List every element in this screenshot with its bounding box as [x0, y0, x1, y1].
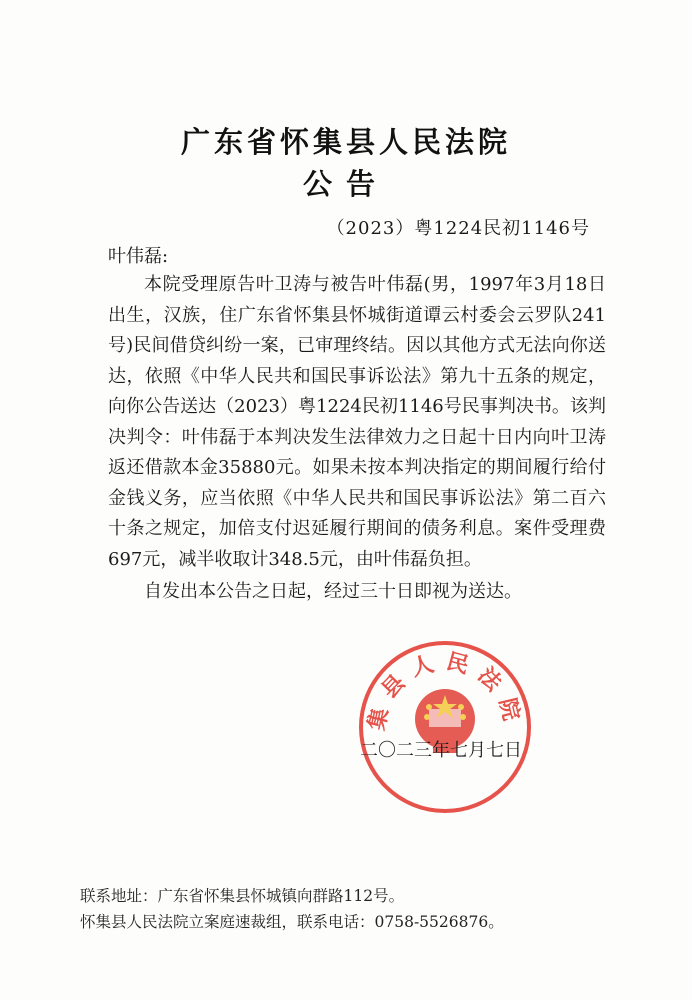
footer-address: 联系地址：广东省怀集县怀城镇向群路112号。 — [80, 887, 405, 905]
case-number: （2023）粤1224民初1146号 — [326, 218, 590, 239]
footer-contact: 怀集县人民法院立案庭速裁组，联系电话：0758-5526876。 — [80, 913, 504, 931]
body-paragraph-1: 本院受理原告叶卫涛与被告叶伟磊(男，1997年3月18日出生，汉族，住广东省怀集县怀城街道谭云村委会云罗队241号)民间借贷纠纷一案，已审理终结。因以其他方式无法向你送达，依照《中华人民共和国民事诉讼法》第九十五条的规定，向你公告送达（2023）粤1224民初1146号民事判决书。该判决判令：叶伟磊于本判决发生法律效力之日起十日内向叶卫涛返还借款本金35880元。如果未按本判决指定的期间履行给付金钱义务，应当依照《中华人民共和国民事诉讼法》第二百六十条之规定，加倍支付迟延履行期间的债务利息。案件受理费697元，减半收取计348.5元，由叶伟磊负担。 — [108, 274, 606, 570]
notice-body — [108, 270, 606, 608]
seal-text: 集县人民法院 — [363, 648, 527, 733]
addressee: 叶伟磊: — [108, 246, 169, 267]
court-title: 广东省怀集县人民法院 — [180, 125, 511, 159]
body-paragraph-2: 自发出本公告之日起，经过三十日即视为送达。 — [144, 581, 522, 602]
court-seal — [355, 637, 535, 817]
document-type-title: 公告 — [302, 167, 389, 201]
notice-date: 二〇二三年七月七日 — [360, 740, 522, 761]
